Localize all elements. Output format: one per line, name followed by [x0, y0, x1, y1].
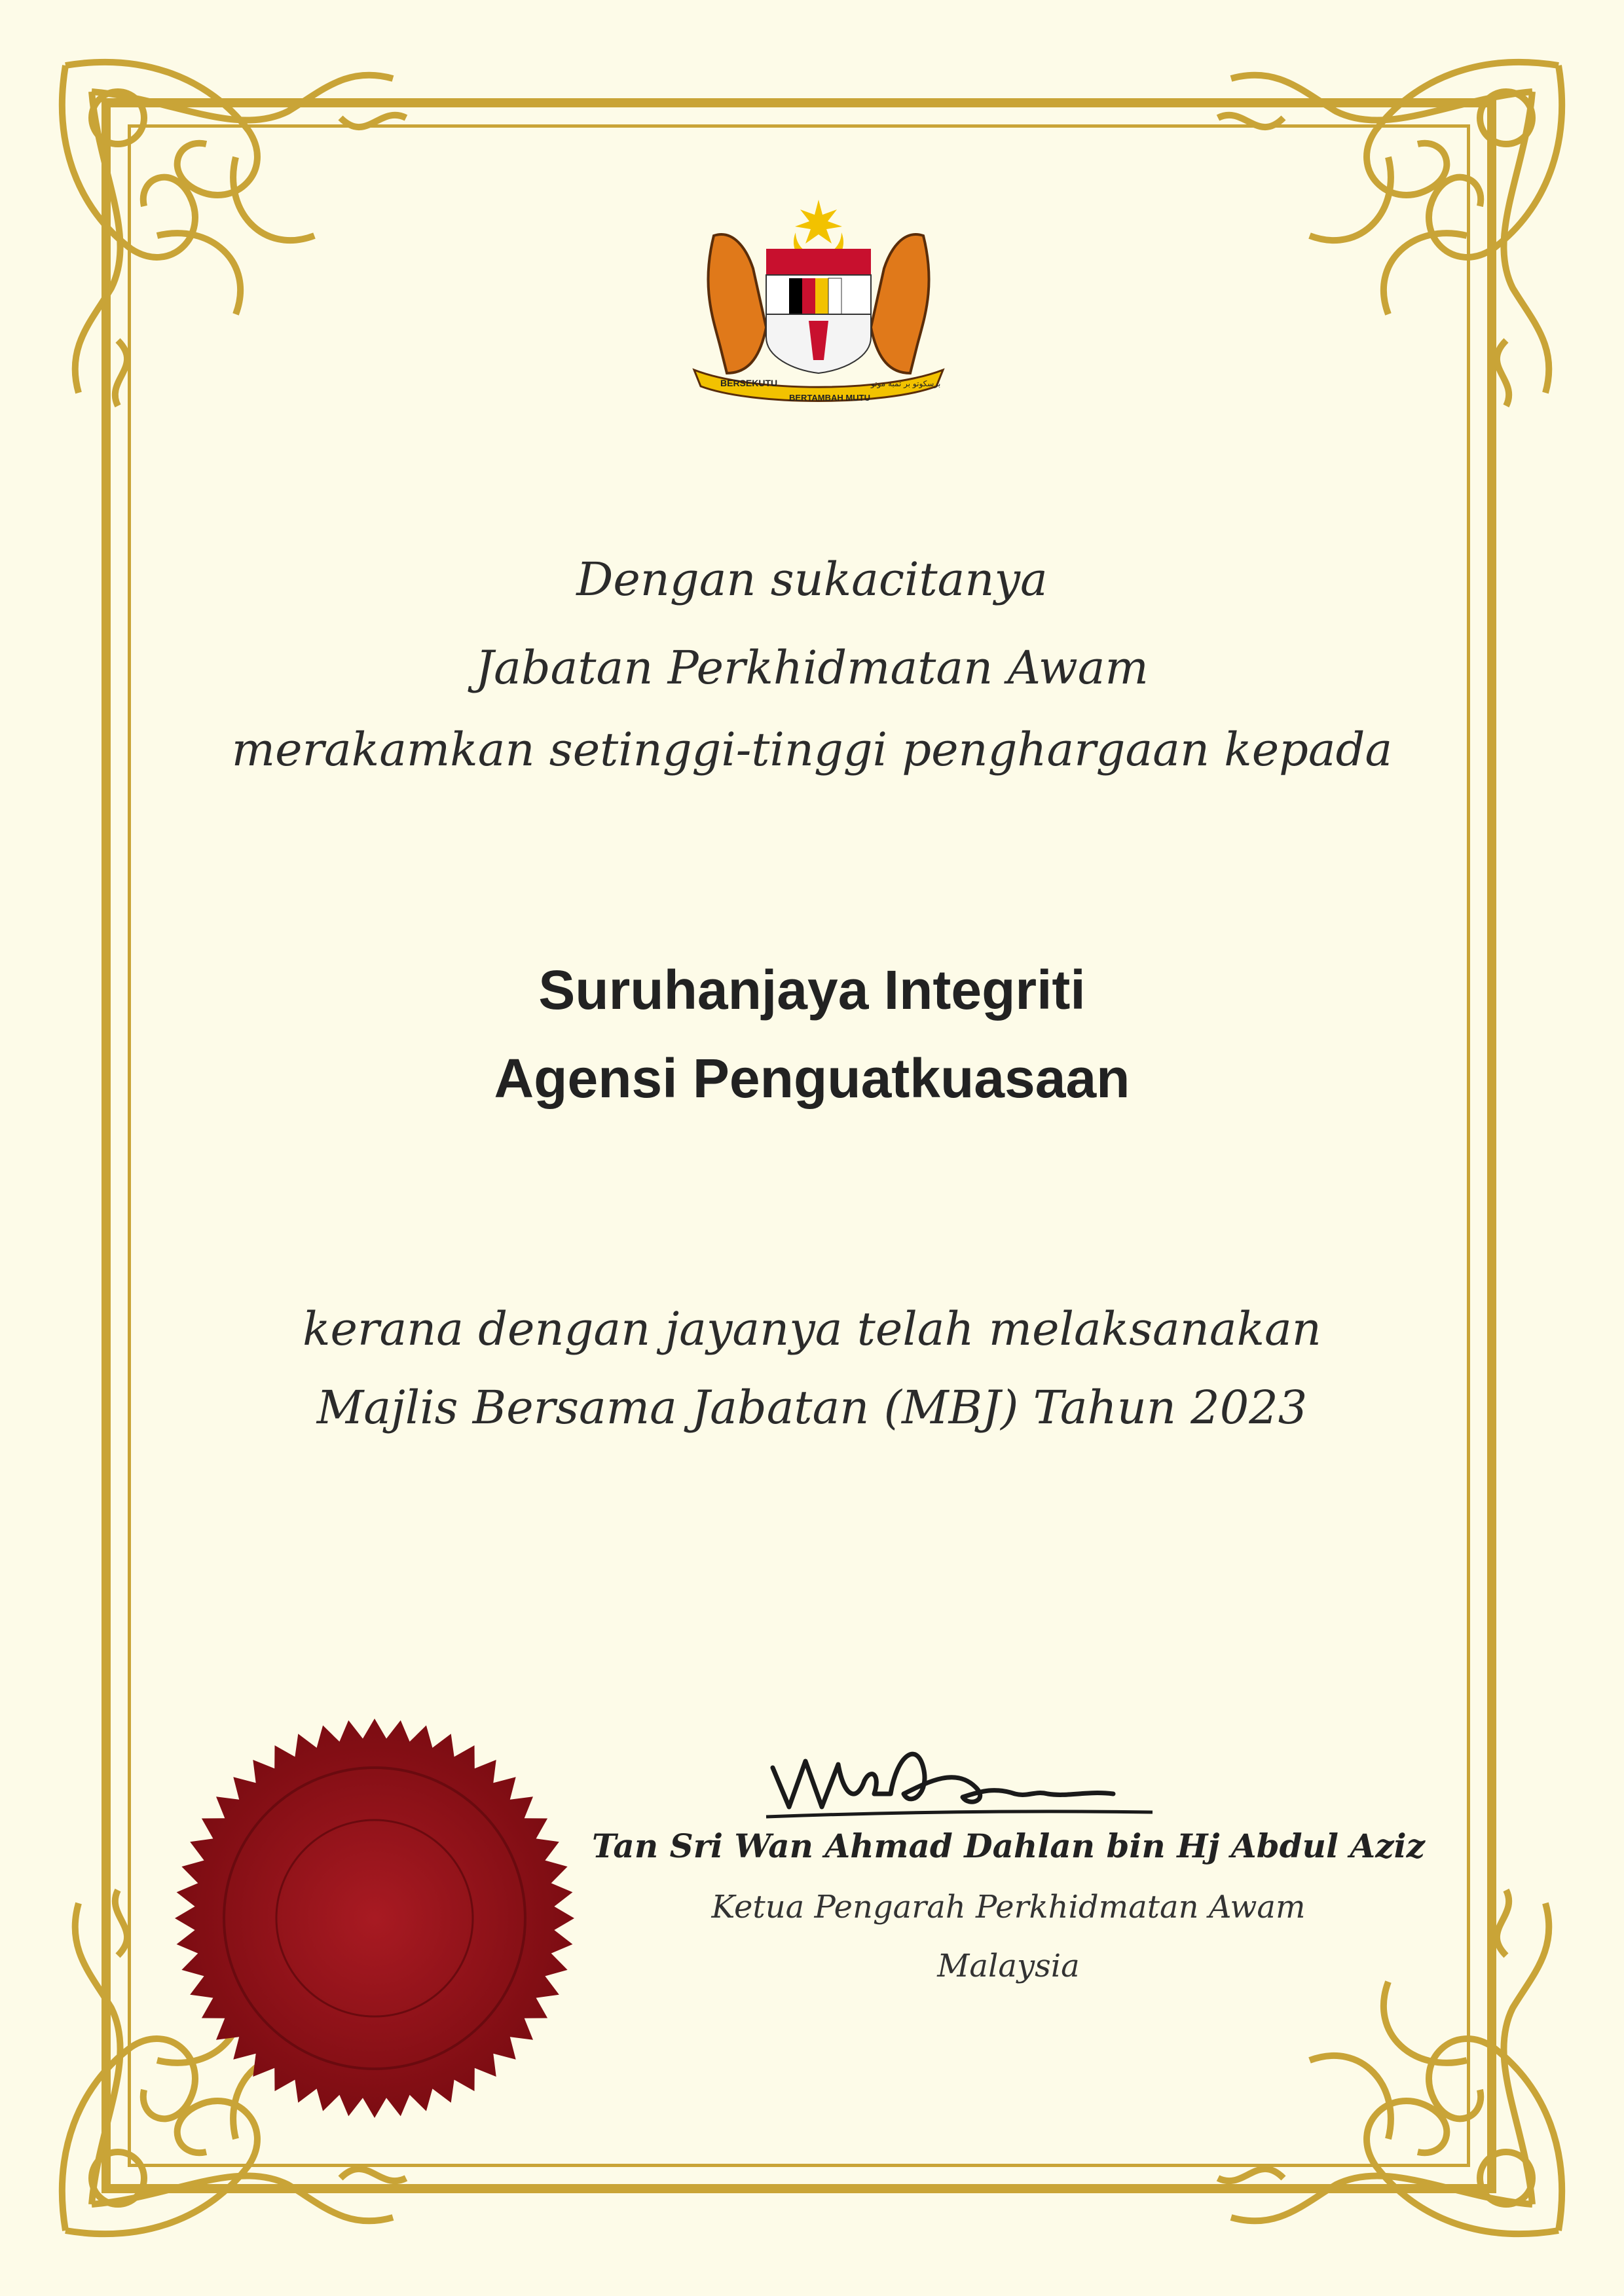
- recipient-line-1: Suruhanjaya Integriti: [538, 959, 1086, 1021]
- intro-line-1: Dengan sukacitanya: [576, 553, 1048, 606]
- red-seal: [172, 1715, 578, 2121]
- citation-line-2: Majlis Bersama Jabatan (MBJ) Tahun 2023: [316, 1381, 1308, 1434]
- crest-motto-left: BERSEKUTU: [720, 378, 778, 388]
- crest-motto-jawi: برسكوتو بر تمبه موتو: [871, 379, 941, 388]
- crest-motto-bottom: BERTAMBAH MUTU: [789, 393, 870, 403]
- intro-line-2: Jabatan Perkhidmatan Awam: [475, 641, 1149, 695]
- citation-line-1: kerana dengan jayanya telah melaksanakan: [303, 1302, 1321, 1356]
- coat-of-arms-logo: [674, 196, 963, 412]
- ornament-corner-top-left: [39, 39, 445, 445]
- signatory-name: Tan Sri Wan Ahmad Dahlan bin Hj Abdul Aziz: [592, 1827, 1425, 1865]
- signatory-title: Ketua Pengarah Perkhidmatan Awam: [711, 1889, 1306, 1925]
- intro-line-3: merakamkan setinggi-tinggi penghargaan kepada: [231, 723, 1393, 776]
- recipient-line-2: Agensi Penguatkuasaan: [494, 1048, 1130, 1109]
- signatory-country: Malaysia: [937, 1948, 1080, 1984]
- signature: [760, 1728, 1166, 1827]
- ornament-corner-top-right: [1179, 39, 1585, 445]
